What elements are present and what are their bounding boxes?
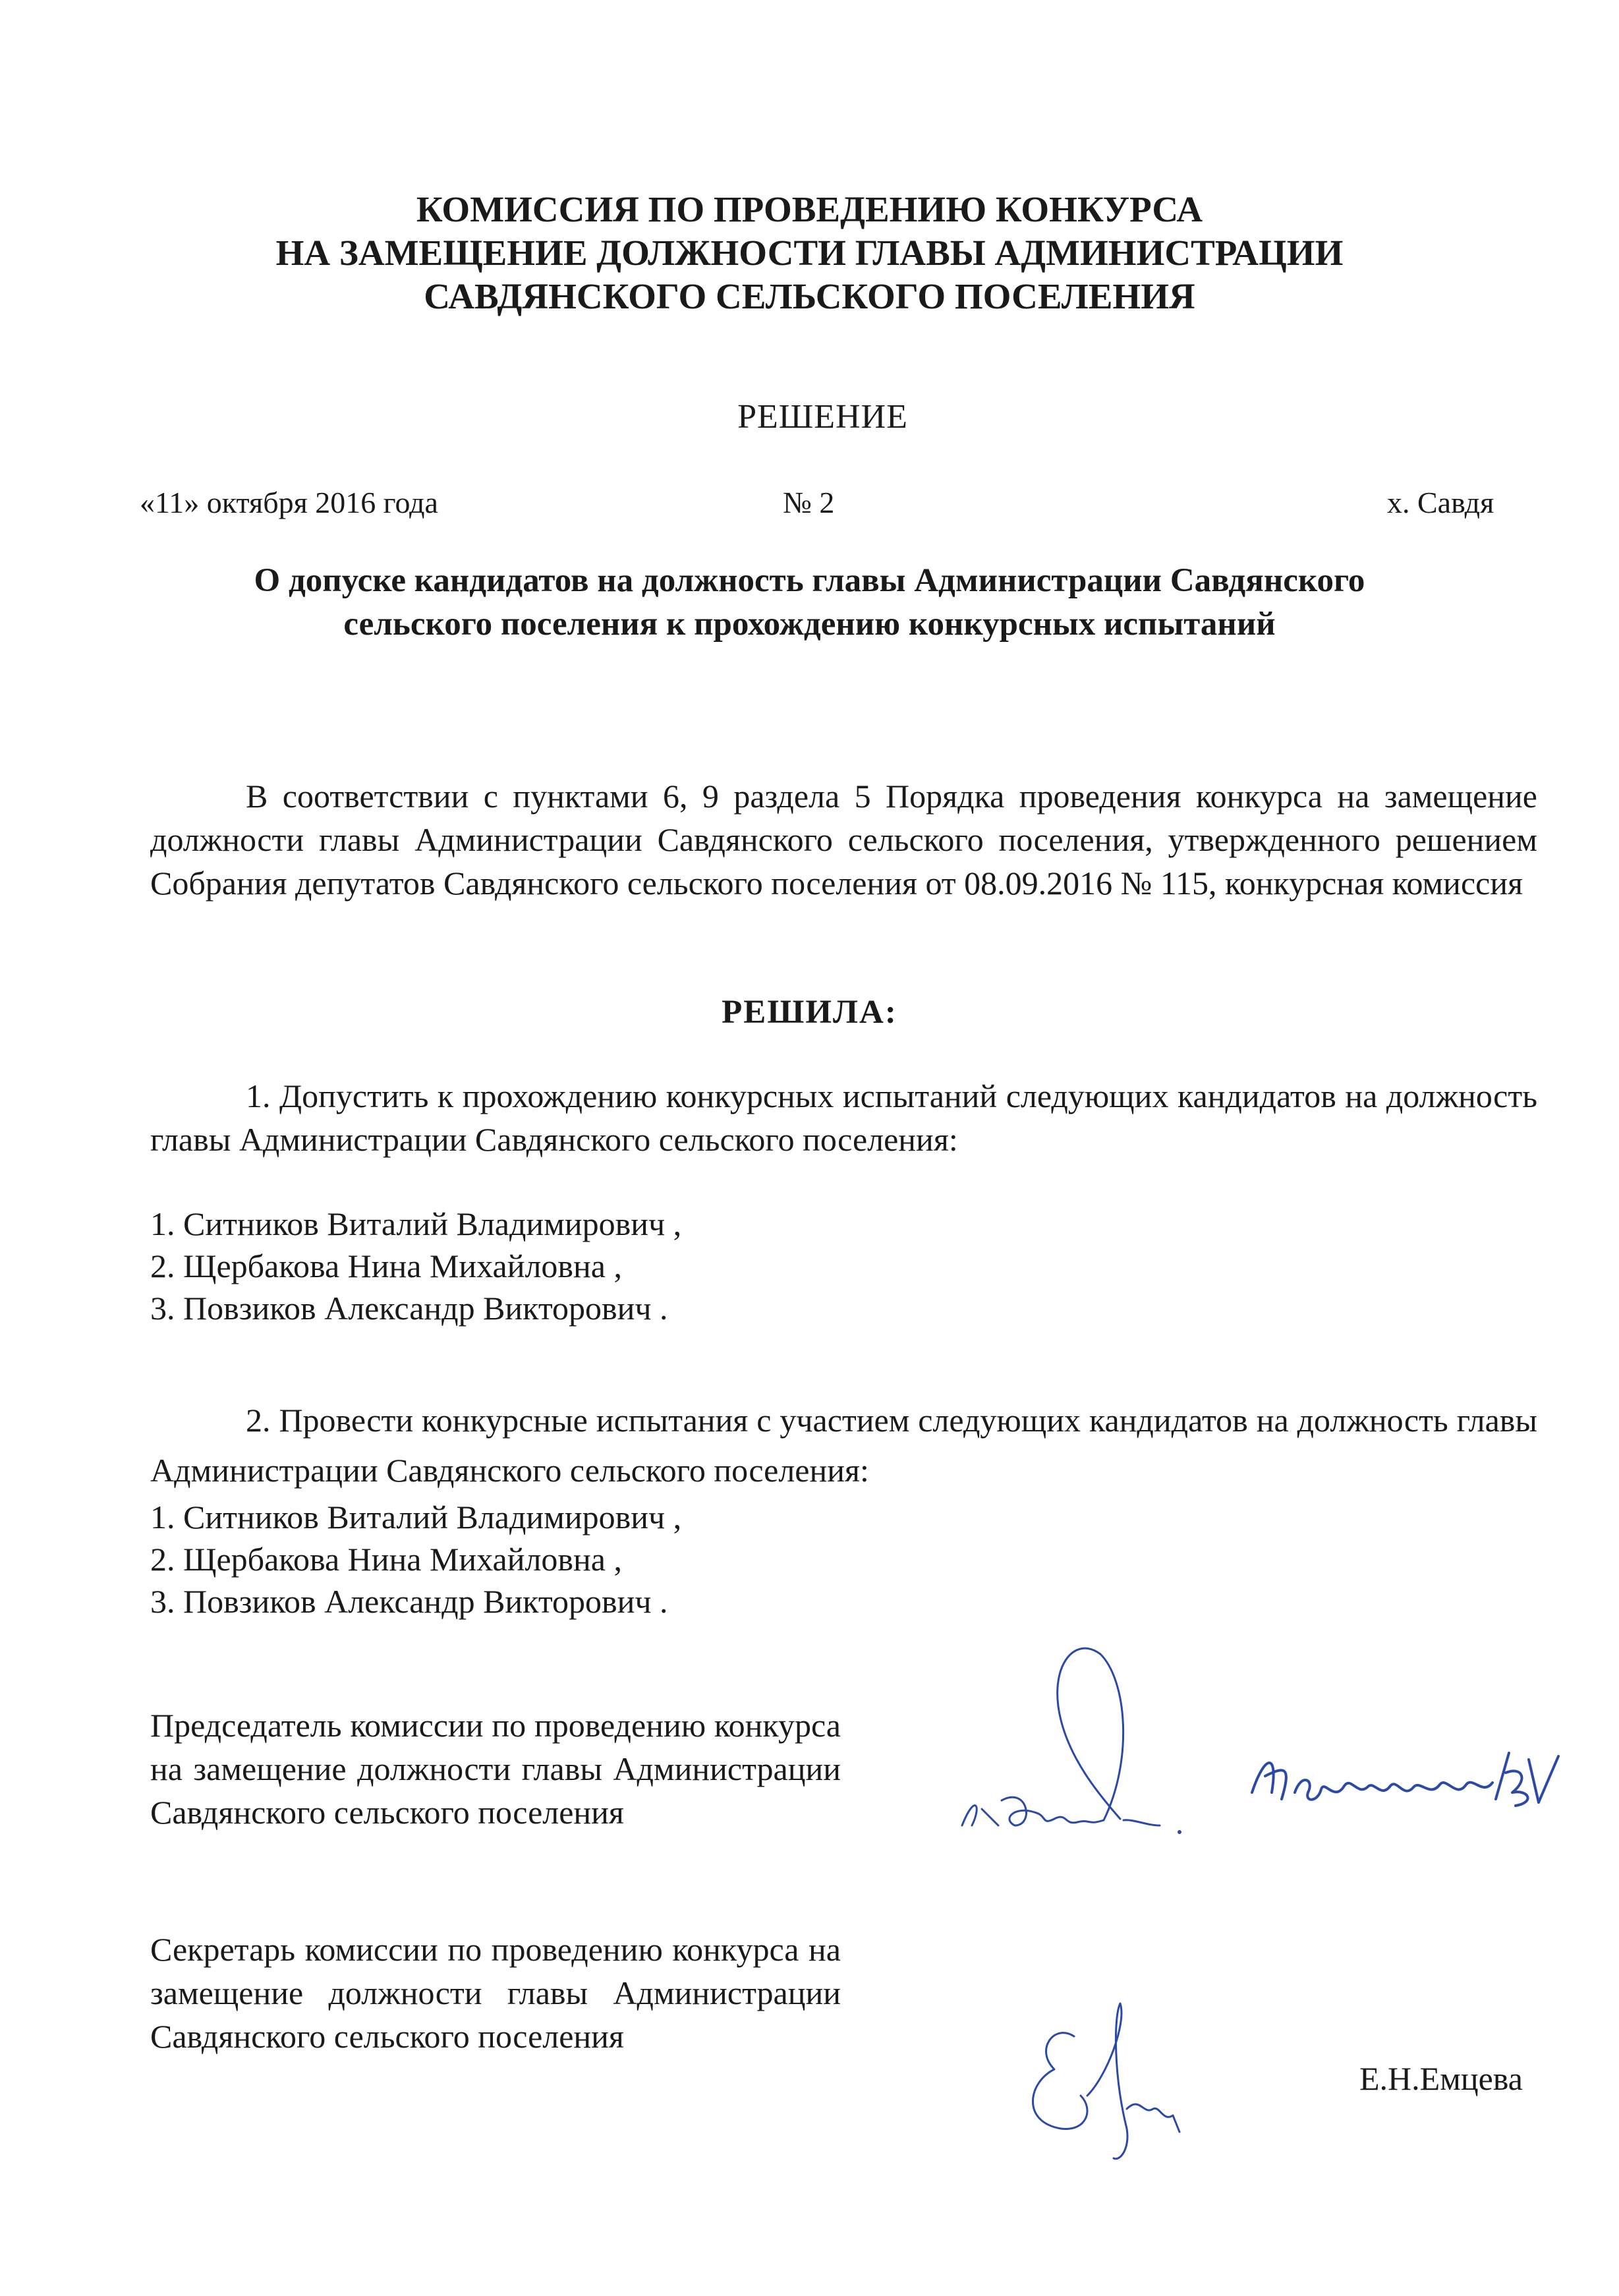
- subject-line-2: сельского поселения к прохождению конкурсных испытаний: [343, 606, 1276, 643]
- header-line-3: САВДЯНСКОГО СЕЛЬСКОГО ПОСЕЛЕНИЯ: [424, 276, 1195, 316]
- document-type: РЕШЕНИЕ: [737, 398, 908, 436]
- decision-item-2: 2. Провести конкурсные испытания с участием следующих кандидатов на должность главы Администрации Савдянского сельского поселения:: [150, 1402, 1537, 1489]
- chair-handwritten-name-signature: [1245, 1740, 1575, 1825]
- list-item: 1. Ситников Виталий Владимирович ,: [150, 1499, 682, 1535]
- subject-line-1: О допуске кандидатов на должность главы Администрации Савдянского: [254, 562, 1365, 599]
- document-place: х. Савдя: [1387, 486, 1494, 519]
- list-item: 3. Повзиков Александр Викторович .: [150, 1583, 668, 1620]
- decision-item-1: 1. Допустить к прохождению конкурсных испытаний следующих кандидатов на должность главы Администрации Савдянского сельского поселения:: [150, 1077, 1537, 1158]
- list-item: 2. Щербакова Нина Михайловна ,: [150, 1541, 622, 1578]
- list-item: 3. Повзиков Александр Викторович .: [150, 1290, 668, 1327]
- secretary-title: Секретарь комиссии по проведению конкурса на замещение должности главы Администрации Савдянского сельского поселения: [150, 1931, 841, 2055]
- document-number: № 2: [783, 486, 835, 519]
- candidate-list-1: [150, 1203, 1205, 1329]
- secretary-name: Е.Н.Емцева: [1359, 2060, 1523, 2097]
- secretary-signature: [1015, 1997, 1212, 2168]
- intro-paragraph: В соответствии с пунктами 6, 9 раздела 5 Порядка проведения конкурса на замещение должности главы Администрации Савдянского сельского поселения, утвержденного решением Собрания депутатов Савдянского сельского поселения от 08.09.2016 № 115, конкурсная комиссия: [150, 778, 1537, 902]
- decision-heading: РЕШИЛА:: [722, 994, 897, 1031]
- chair-title: Председатель комиссии по проведению конкурса на замещение должности главы Администрации Савдянского сельского поселения: [150, 1707, 841, 1831]
- chair-signature: [936, 1628, 1239, 1845]
- document-meta: [0, 483, 1619, 523]
- document-date: «11» октября 2016 года: [140, 486, 438, 519]
- header-line-1: КОМИССИЯ ПО ПРОВЕДЕНИЮ КОНКУРСА: [416, 189, 1203, 229]
- candidate-list-2: [150, 1496, 1205, 1622]
- header-line-2: НА ЗАМЕЩЕНИЕ ДОЛЖНОСТИ ГЛАВЫ АДМИНИСТРАЦИИ: [275, 233, 1344, 273]
- list-item: 2. Щербакова Нина Михайловна ,: [150, 1248, 622, 1284]
- list-item: 1. Ситников Виталий Владимирович ,: [150, 1205, 682, 1242]
- document-subject: [0, 559, 1619, 646]
- commission-header: [0, 188, 1619, 318]
